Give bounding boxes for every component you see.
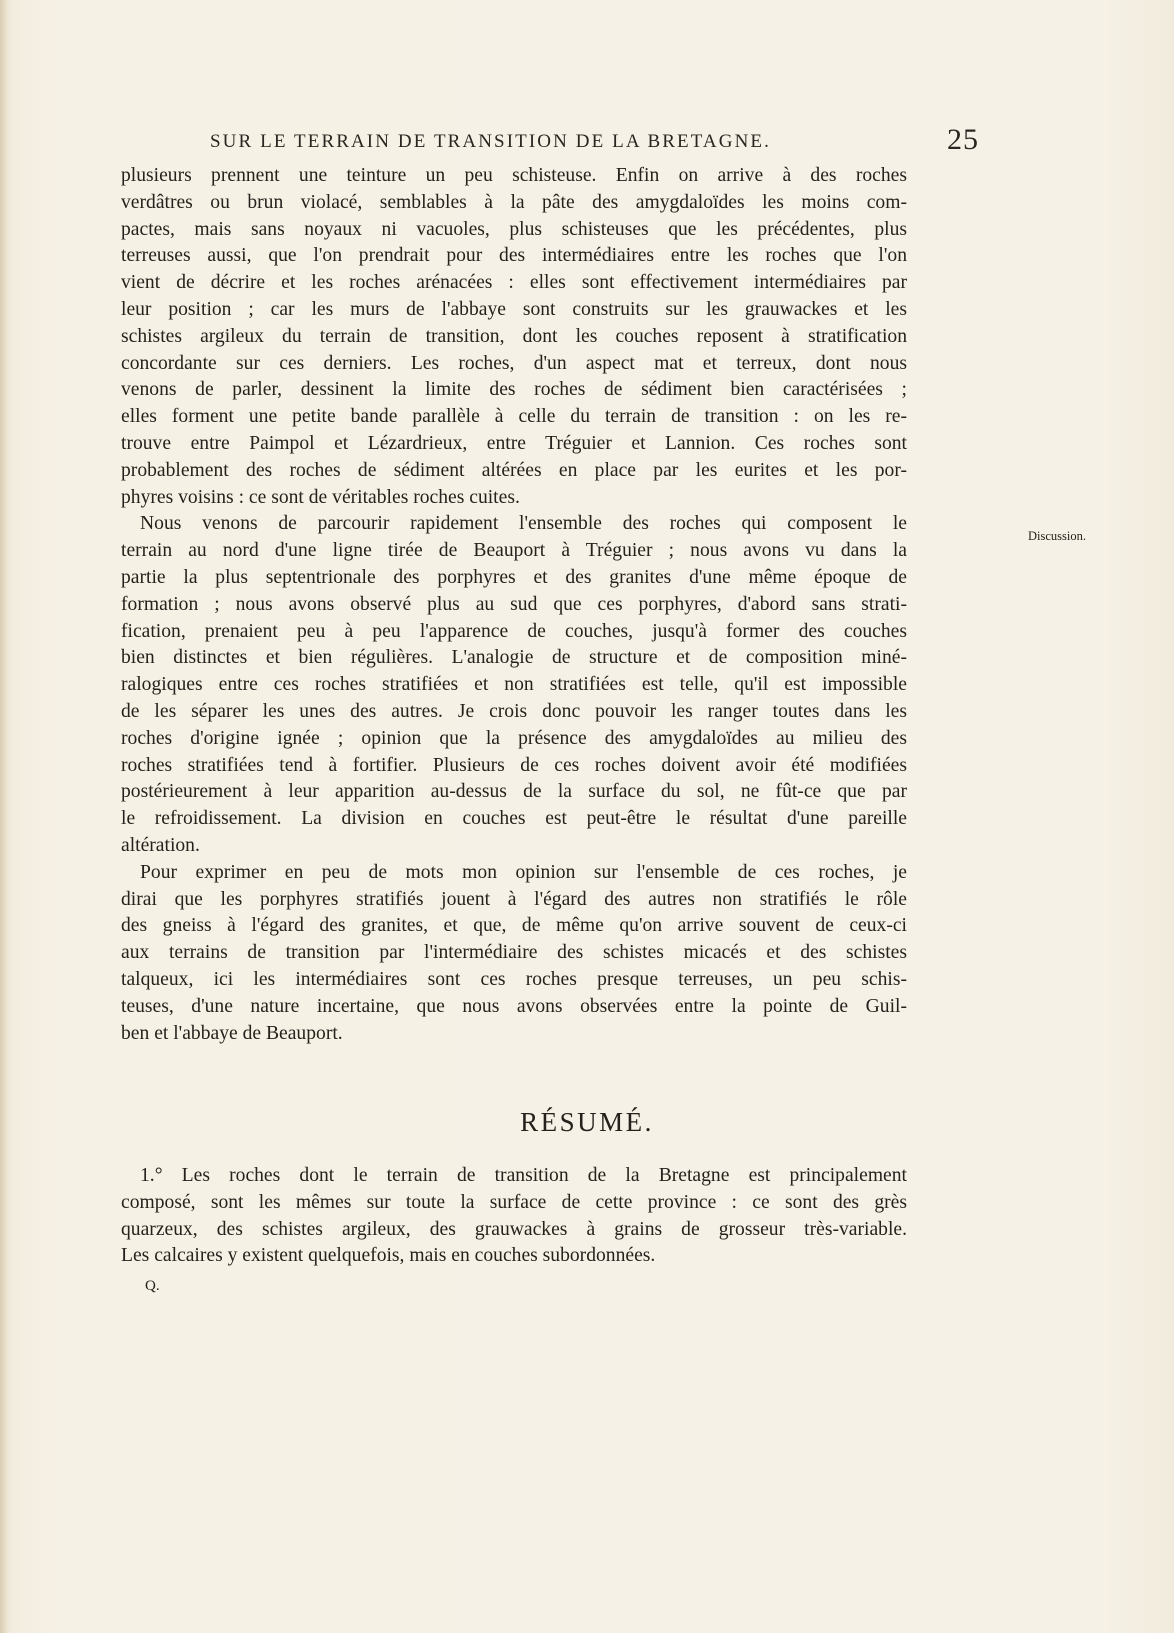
page-header	[210, 123, 990, 157]
margin-note: Discussion.	[1028, 529, 1086, 543]
text-line: 1.° Les roches dont le terrain de transition de la Bretagne est principalement	[140, 1165, 907, 1186]
text-line: trouve entre Paimpol et Lézardrieux, entre Tréguier et Lannion. Ces roches sont	[121, 432, 907, 454]
text-line: de les séparer les unes des autres. Je crois donc pouvoir les ranger toutes dans les	[121, 700, 907, 722]
text-line: roches stratifiées tend à fortifier. Plusieurs de ces roches doivent avoir été modifiées	[121, 754, 907, 776]
text-line: elles forment une petite bande parallèle à celle du terrain de transition : on les re-	[121, 406, 907, 428]
text-line: aux terrains de transition par l'intermédiaire des schistes micacés et des schistes	[121, 942, 907, 964]
body-text	[121, 163, 907, 1047]
text-line: quarzeux, des schistes argileux, des grauwackes à grains de grosseur très-variable.	[121, 1218, 907, 1240]
text-line: plusieurs prennent une teinture un peu schisteuse. Enfin on arrive à des roches	[121, 165, 907, 186]
text-line: fication, prenaient peu à peu l'apparence de couches, jusqu'à former des couches	[121, 620, 907, 642]
text-line: leur position ; car les murs de l'abbaye sont construits sur les grauwackes et les	[121, 298, 907, 320]
text-line: verdâtres ou brun violacé, semblables à la pâte des amygdaloïdes les moins com-	[121, 191, 907, 213]
text-line: terreuses aussi, que l'on prendrait pour des intermédiaires entre les roches que l'on	[121, 245, 907, 267]
text-line: composé, sont les mêmes sur toute la surface de cette province : ce sont des grès	[121, 1191, 907, 1213]
text-line: partie la plus septentrionale des porphyres et des granites d'une même époque de	[121, 566, 907, 588]
text-line: dirai que les porphyres stratifiés jouent à l'égard des autres non stratifiés le rôle	[121, 888, 907, 910]
text-line: le refroidissement. La division en couches est peut-être le résultat d'une pareille	[121, 808, 907, 830]
page-number: 25	[947, 123, 979, 156]
text-line: teuses, d'une nature incertaine, que nous avons observées entre la pointe de Guil-	[121, 995, 907, 1017]
text-line: concordante sur ces derniers. Les roches, d'un aspect mat et terreux, dont nous	[121, 352, 907, 374]
text-line: bien distinctes et bien régulières. L'analogie de structure et de composition miné-	[121, 647, 907, 669]
text-line: Nous venons de parcourir rapidement l'ensemble des roches qui composent le	[140, 513, 907, 535]
text-line: probablement des roches de sédiment altérées en place par les eurites et les por-	[121, 459, 907, 481]
text-line: venons de parler, dessinent la limite des roches de sédiment bien caractérisées ;	[121, 379, 907, 401]
text-line: talqueux, ici les intermédiaires sont ces roches presque terreuses, un peu schis-	[121, 968, 907, 990]
text-line: vient de décrire et les roches arénacées : elles sont effectivement intermédiaires par	[121, 272, 907, 294]
text-line: formation ; nous avons observé plus au sud que ces porphyres, d'abord sans strati-	[121, 593, 907, 615]
text-line: postérieurement à leur apparition au-dessus de la surface du sol, ne fût-ce que par	[121, 781, 907, 803]
signature-mark: Q.	[145, 1278, 160, 1294]
text-line: roches d'origine ignée ; opinion que la présence des amygdaloïdes au milieu des	[121, 727, 907, 749]
text-line: terrain au nord d'une ligne tirée de Beauport à Tréguier ; nous avons vu dans la	[121, 540, 907, 562]
summary-text	[121, 1163, 907, 1270]
running-title: SUR LE TERRAIN DE TRANSITION DE LA BRETAGNE.	[210, 131, 771, 152]
text-line: altération.	[121, 834, 200, 856]
text-line: phyres voisins : ce sont de véritables roches cuites.	[121, 486, 520, 508]
text-line: ralogiques entre ces roches stratifiées et non stratifiées est telle, qu'il est impossible	[121, 674, 907, 696]
binding-edge	[0, 0, 8, 1633]
text-line: des gneiss à l'égard des granites, et que, de même qu'on arrive souvent de ceux-ci	[121, 915, 907, 937]
text-line: Les calcaires y existent quelquefois, mais en couches subordonnées.	[121, 1245, 656, 1267]
text-line: schistes argileux du terrain de transition, dont les couches reposent à stratification	[121, 325, 907, 347]
section-title: RÉSUMÉ.	[520, 1107, 654, 1137]
text-line: Pour exprimer en peu de mots mon opinion sur l'ensemble de ces roches, je	[140, 861, 907, 883]
text-line: pactes, mais sans noyaux ni vacuoles, plus schisteuses que les précédentes, plus	[121, 218, 907, 240]
text-line: ben et l'abbaye de Beauport.	[121, 1022, 343, 1044]
